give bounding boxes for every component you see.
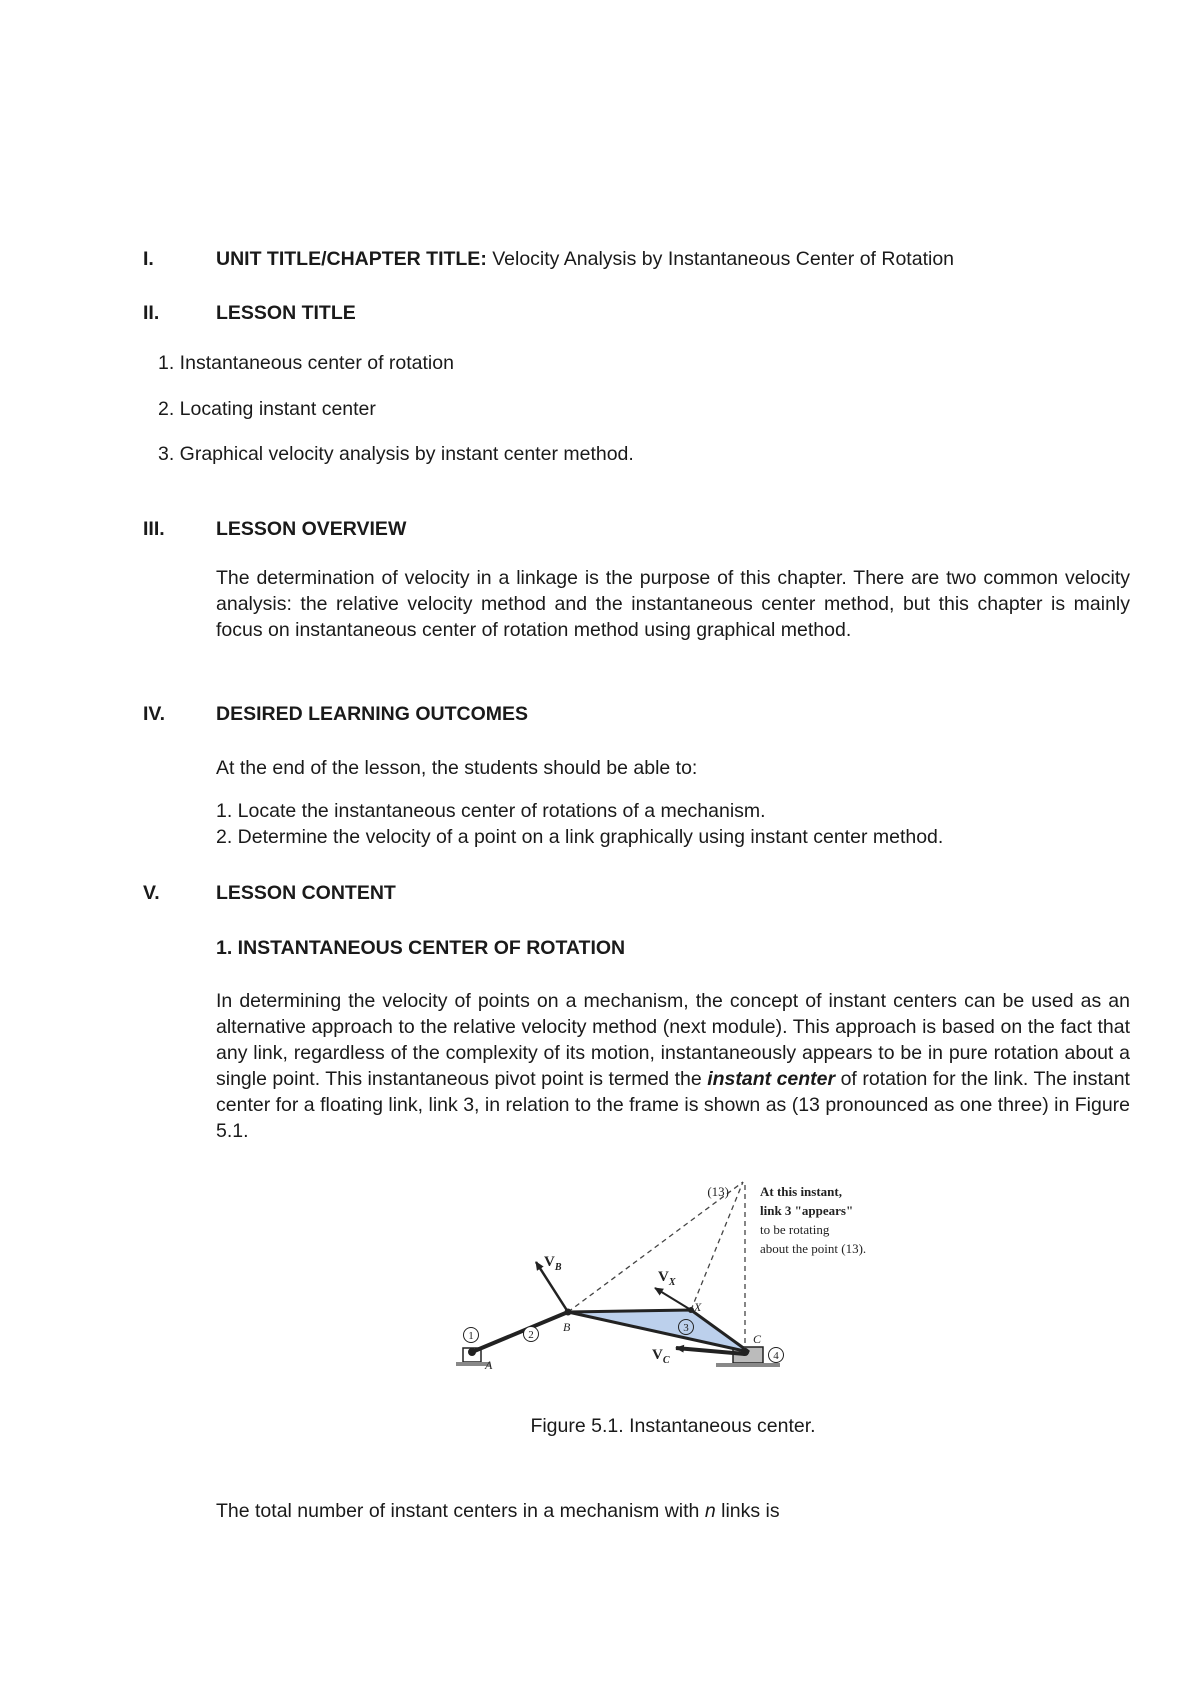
section-number-3: III.	[143, 518, 165, 540]
section-number-2: II.	[143, 302, 160, 324]
instant-center-count-text: The total number of instant centers in a mechanism with n links is	[216, 1500, 780, 1522]
dashed-line-x-13	[691, 1182, 743, 1310]
lesson-title-item: 3. Graphical velocity analysis by instant center method.	[158, 443, 634, 465]
label-a: A	[485, 1358, 493, 1372]
joint-c	[741, 1348, 749, 1356]
svg-text:3: 3	[683, 1322, 689, 1334]
figure-caption: Figure 5.1. Instantaneous center.	[530, 1415, 816, 1437]
figure-instant-center	[440, 1168, 910, 1398]
lesson-title-item: 2. Locating instant center	[158, 398, 376, 420]
paragraph-text-1: In determining the velocity of points on a mechanism, the concept of instant centers can be used as an alternative approach to the relative velocity method (next module). This approach is based on the fact that any link, regardless of the complexity of its motion, instantaneously appears to be in pure rotation about a single point. This instantaneous pivot point is termed the	[216, 990, 1130, 1090]
svg-text:2: 2	[528, 1329, 534, 1341]
overview-paragraph: The determination of velocity in a linkage is the purpose of this chapter. There are two common velocity analysis: the relative velocity method and the instantaneous center method, but this chapter is mainly focus on instantaneous center of rotation method using graphical method.	[216, 567, 1130, 641]
paragraph-text-2: of rotation for the link. The instant center for a floating link, link 3, in relation to the frame is shown as (13 pronounced as one three) in Figure 5.1.	[216, 1068, 1130, 1142]
link-number-2	[524, 1327, 539, 1342]
lesson-content-heading: LESSON CONTENT	[216, 882, 396, 904]
link-3-plate	[568, 1310, 749, 1352]
variable-n: n	[704, 1500, 716, 1522]
label-x: X	[694, 1300, 702, 1314]
unit-title-line	[216, 248, 954, 271]
section-number-4: IV.	[143, 703, 166, 725]
label-vb: $V_B$	[544, 1254, 562, 1273]
lesson-title-item: 1. Instantaneous center of rotation	[158, 352, 454, 374]
joint-b	[565, 1309, 572, 1316]
svg-text:1: 1	[468, 1330, 474, 1342]
unit-title-label: UNIT TITLE/CHAPTER TITLE:	[216, 248, 487, 270]
lesson-overview-text	[216, 565, 1130, 643]
outcome-item: 2. Determine the velocity of a point on a link graphically using instant center method.	[216, 826, 944, 848]
label-c: C	[753, 1332, 762, 1346]
label-vx: $V_X$	[658, 1269, 676, 1288]
unit-title-value: Velocity Analysis by Instantaneous Center of Rotation	[486, 248, 955, 270]
instant-center-paragraph	[216, 988, 1130, 1144]
link-2-crank	[472, 1312, 568, 1352]
lesson-overview-heading: LESSON OVERVIEW	[216, 518, 407, 540]
label-b: B	[563, 1320, 571, 1334]
link-number-4	[769, 1348, 784, 1363]
note-line-2: link 3 "appears"	[760, 1203, 854, 1218]
emphasis-instant-center: instant center	[707, 1068, 836, 1090]
outcome-item: 1. Locate the instantaneous center of rotations of a mechanism.	[216, 800, 766, 822]
section-number-1: I.	[143, 248, 154, 270]
label-13: (13)	[707, 1184, 729, 1199]
section-number-5: V.	[143, 882, 160, 904]
dashed-line-b-13	[568, 1182, 743, 1312]
lesson-title-heading: LESSON TITLE	[216, 302, 356, 324]
learning-outcomes-heading: DESIRED LEARNING OUTCOMES	[216, 703, 529, 725]
link-number-1	[464, 1328, 479, 1343]
velocity-vector-x	[655, 1288, 691, 1310]
outcomes-intro: At the end of the lesson, the students should be able to:	[216, 757, 698, 779]
note-line-3: to be rotating	[760, 1222, 830, 1237]
svg-text:4: 4	[773, 1350, 779, 1362]
subsection-heading: 1. INSTANTANEOUS CENTER OF ROTATION	[216, 937, 626, 959]
note-line-1: At this instant,	[760, 1184, 842, 1199]
note-line-4: about the point (13).	[760, 1241, 867, 1256]
label-vc: $V_C$	[652, 1347, 670, 1366]
